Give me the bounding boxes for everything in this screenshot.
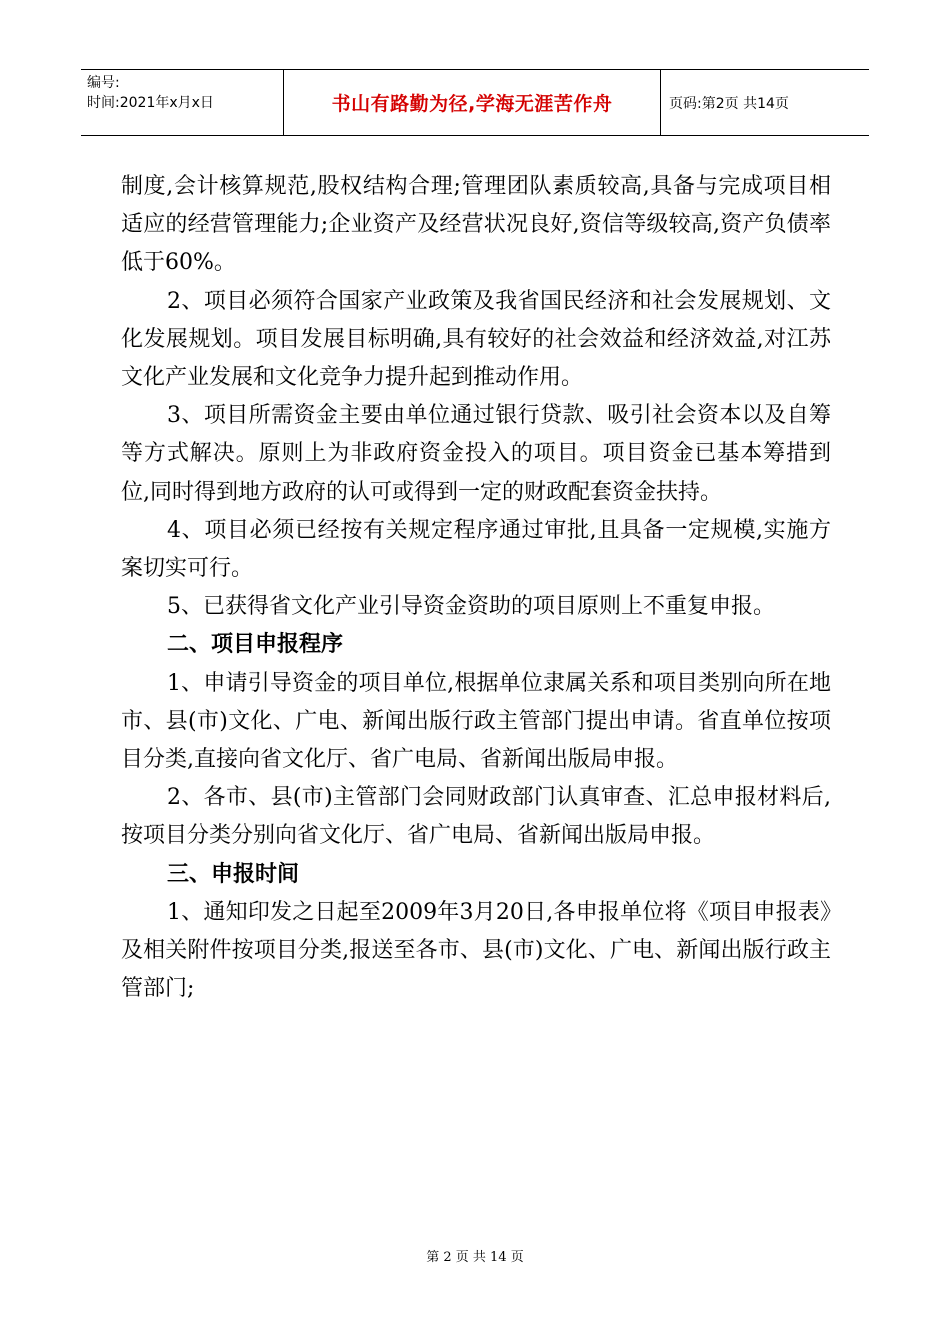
document-body	[121, 168, 831, 1008]
paragraph-1: 制度,会计核算规范,股权结构合理;管理团队素质较高,具备与完成项目相适应的经营管理能力;企业资产及经营状况良好,资信等级较高,资产负债率低于60%。	[121, 174, 831, 276]
section-heading-3: 三、申报时间	[167, 861, 300, 887]
number-label: 编号:	[87, 75, 120, 91]
page-header	[81, 69, 869, 136]
paragraph-8: 1、通知印发之日起至2009年3月20日,各申报单位将《项目申报表》及相关附件按项目分类,报送至各市、县(市)文化、广电、新闻出版行政主管部门;	[121, 899, 831, 1002]
paragraph-6: 1、申请引导资金的项目单位,根据单位隶属关系和项目类别向所在地市、县(市)文化、广电、新闻出版行政主管部门提出申请。省直单位按项目分类,直接向省文化厅、省广电局、省新闻出版局申报。	[121, 670, 831, 773]
section-heading-2: 二、项目申报程序	[167, 632, 344, 658]
header-motto: 书山有路勤为径,学海无涯苦作舟	[284, 70, 661, 135]
paragraph-5: 5、已获得省文化产业引导资金资助的项目原则上不重复申报。	[167, 594, 775, 620]
paragraph-7: 2、各市、县(市)主管部门会同财政部门认真审查、汇总申报材料后,按项目分类分别向省文化厅、省广电局、省新闻出版局申报。	[121, 785, 831, 849]
header-meta	[81, 70, 284, 135]
date-label: 时间:2021年x月x日	[87, 95, 214, 111]
paragraph-4: 4、项目必须已经按有关规定程序通过审批,且具备一定规模,实施方案切实可行。	[121, 517, 831, 582]
header-page-number: 页码:第2页 共14页	[669, 95, 789, 112]
paragraph-3: 3、项目所需资金主要由单位通过银行贷款、吸引社会资本以及自筹等方式解决。原则上为非政府资金投入的项目。项目资金已基本筹措到位,同时得到地方政府的认可或得到一定的财政配套资金扶持。	[121, 403, 831, 505]
page-footer: 第 2 页 共 14 页	[426, 1250, 524, 1265]
paragraph-2: 2、项目必须符合国家产业政策及我省国民经济和社会发展规划、文化发展规划。项目发展目标明确,具有较好的社会效益和经济效益,对江苏文化产业发展和文化竞争力提升起到推动作用。	[121, 288, 831, 391]
